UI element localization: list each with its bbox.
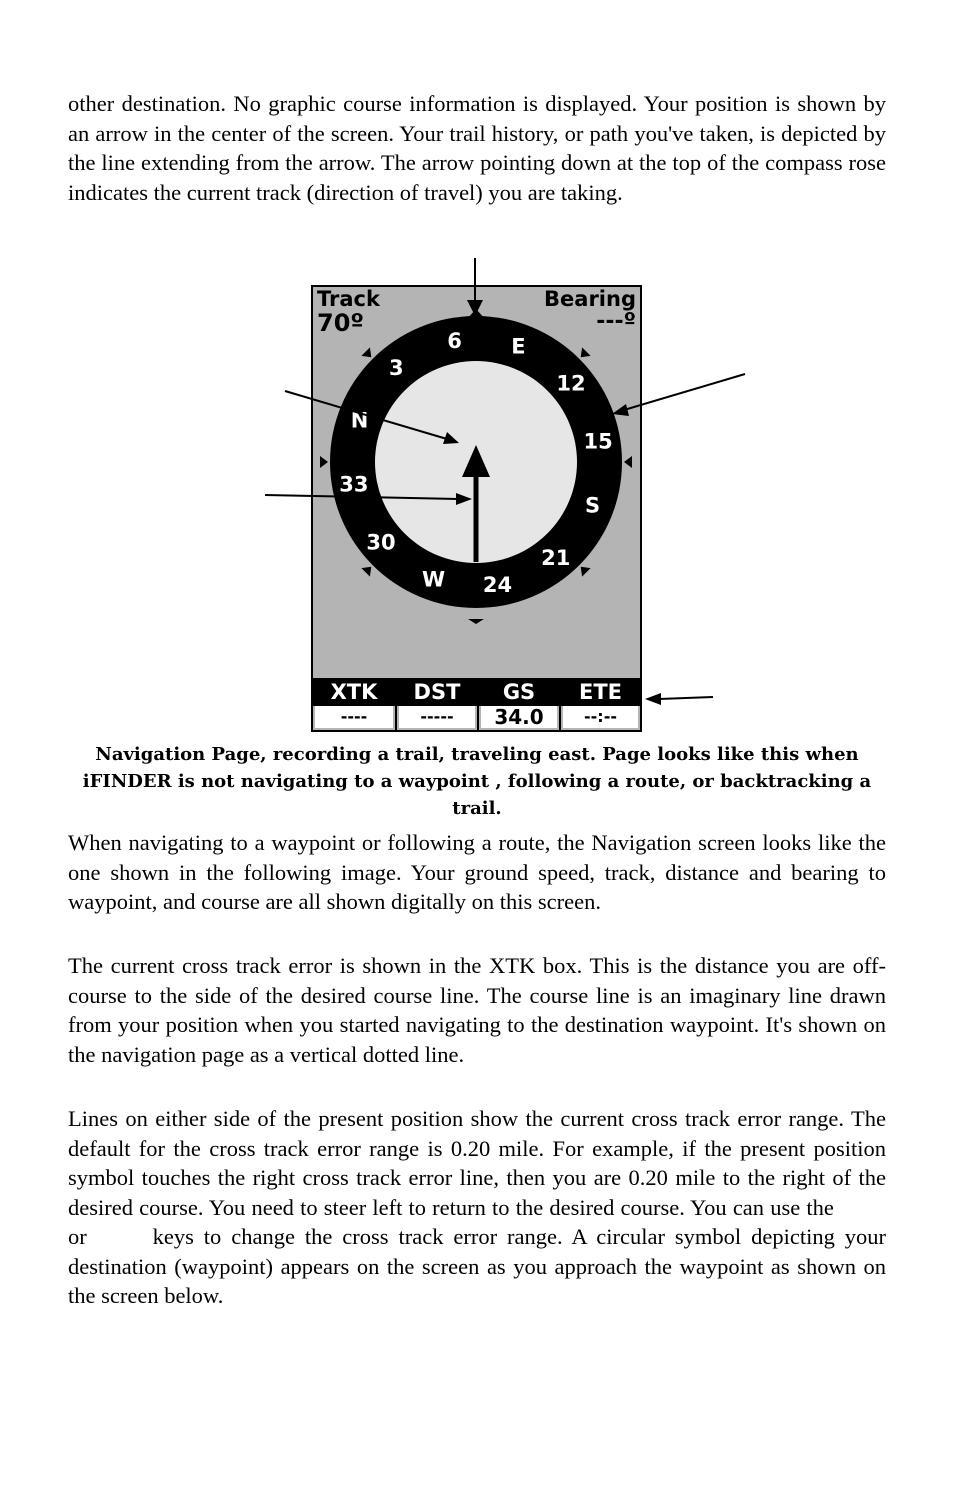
compass-label: 33 [339, 472, 369, 497]
dst-label: DST [397, 678, 477, 706]
figure-caption: Navigation Page, recording a trail, traveling east. Page looks like this when iFINDER is not navigating to a waypoint , following a route, or backtracking a trail. [82, 744, 872, 819]
bearing-value: ---º [596, 309, 636, 334]
compass-label: E [511, 334, 526, 359]
compass-tick-icon [581, 567, 591, 577]
bearing-label: Bearing [544, 287, 636, 311]
xtk-label: XTK [313, 678, 395, 706]
paragraph-4-mid: or [68, 1224, 87, 1249]
compass-label: 21 [541, 546, 571, 570]
compass-rose [320, 309, 632, 624]
intro-paragraph: other destination. No graphic course information is displayed. Your position is shown by an arrow in the center of the screen. Your trail history, or path you've taken, is depicted by the line extending from the arrow. The arrow pointing down at the top of the compass rose indicates the current track (direction of travel) you are taking. [68, 91, 886, 205]
track-label: Track [317, 287, 380, 311]
paragraph-4 [68, 1104, 886, 1311]
ete-label: ETE [561, 678, 640, 706]
compass-label: 30 [366, 530, 396, 555]
compass-label: 3 [388, 356, 404, 380]
paragraph-4-end: keys to change the cross track error range. A circular symbol depicting your destination (waypoint) appears on the screen as you approach the waypoint as shown on the screen below. [68, 1224, 886, 1308]
compass-tick-icon [581, 347, 591, 357]
callout-ring-arrowhead-icon [612, 404, 629, 416]
paragraph-3: The current cross track error is shown in the XTK box. This is the distance you are off-course to the side of the desired course line. The course line is an imaginary line drawn from your position when you started navigating to the destination waypoint. It's shown on the navigation page as a vertical dotted line. [68, 953, 886, 1067]
paragraph-2: When navigating to a waypoint or following a route, the Navigation screen looks like the one shown in the following image. Your ground speed, track, distance and bearing to waypoint, and course are all shown digitally on this screen. [68, 830, 886, 914]
compass-label: 6 [447, 328, 462, 353]
compass-label: 15 [583, 429, 613, 454]
track-value: 70º [317, 309, 364, 337]
callout-track-arrowhead-icon [467, 300, 483, 316]
compass-label: W [422, 567, 446, 592]
navigation-page-figure [0, 250, 954, 740]
compass-label: S [584, 493, 601, 518]
compass-label: 24 [482, 573, 513, 598]
callout-ring-line [624, 374, 745, 410]
compass-tick-icon [624, 456, 632, 468]
dst-value: ----- [399, 706, 475, 728]
compass-tick-icon [320, 456, 328, 468]
paragraph-4-start: Lines on either side of the present position show the current cross track error range. The default for the cross track error range is 0.20 mile. For example, if the present position symbol touches the right cross track error line, then you are 0.20 mile to the right of the desired course. You need to steer left to return to the desired course. You can use the [68, 1106, 886, 1220]
ete-value: --:-- [563, 706, 638, 728]
compass-label: 12 [556, 371, 586, 396]
callout-databar-line [659, 697, 713, 699]
compass-tick-icon [361, 567, 371, 577]
gs-value: 34.0 [481, 706, 557, 728]
compass-tick-icon [361, 347, 371, 357]
callout-databar-arrowhead-icon [645, 693, 661, 705]
compass-label: N [350, 408, 369, 433]
gs-label: GS [479, 678, 559, 706]
xtk-value: ---- [315, 706, 393, 728]
bottom-tick-icon [468, 619, 484, 624]
compass-rose-graphic [0, 250, 954, 740]
